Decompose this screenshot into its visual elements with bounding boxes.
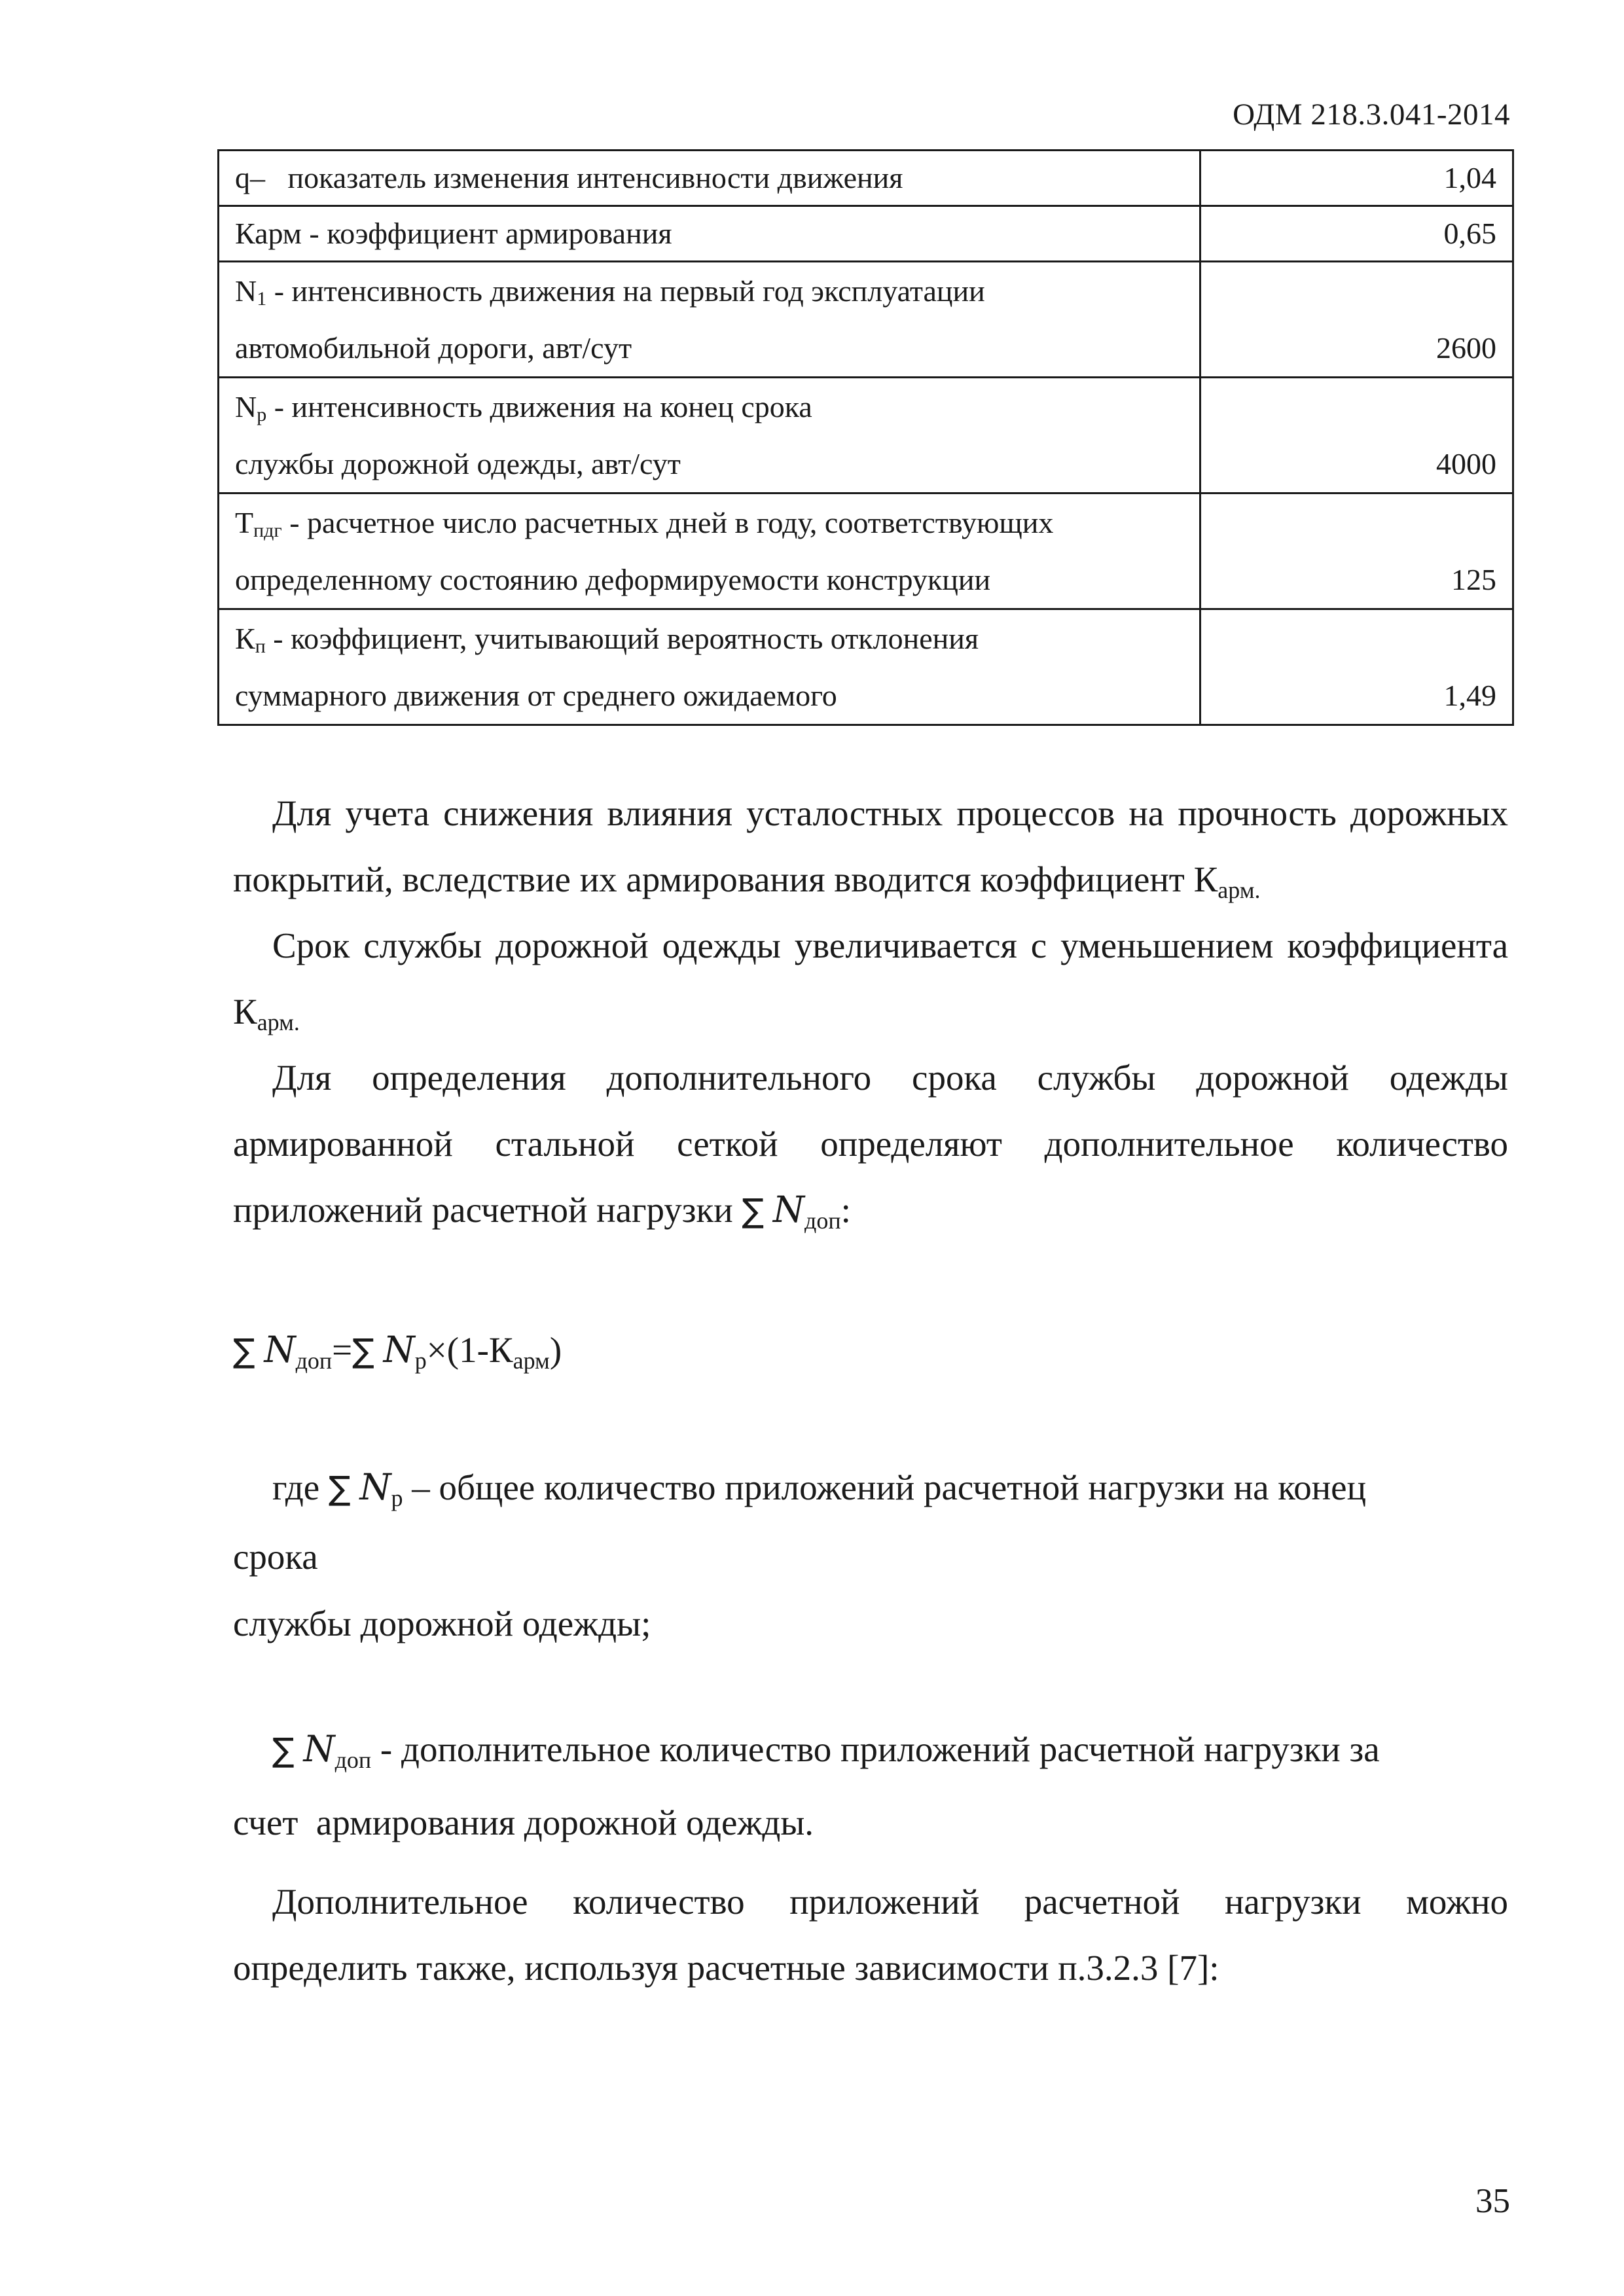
table-cell-value: 1,04 xyxy=(1200,151,1513,206)
paragraph-final: Дополнительное количество приложений расчетной нагрузки можно определить также, используя расчетные зависимости п.3.2.3 [7]: xyxy=(233,1882,1508,1988)
table-row xyxy=(219,206,1513,262)
table-cell-description: $К_п$ - коэффициент, учитывающий вероятность отклонения суммарного движения от среднего ожидаемого xyxy=(219,609,1200,725)
table-cell-value: 1,49 xyxy=(1200,609,1513,725)
table-cell-description: $Т_{пдг}$ - расчетное число расчетных дней в году, соответствующих определенному состоянию деформируемости конструкции xyxy=(219,493,1200,609)
paragraph-service-life: Срок службы дорожной одежды увеличивается с уменьшением коэффициента $К_{арм.}$ xyxy=(233,925,1508,1035)
table-row xyxy=(219,151,1513,206)
table-cell-description: q– показатель изменения интенсивности движения xyxy=(219,151,1200,206)
definition-ndop: ∑ $N_{доп}$ - дополнительное количество приложений расчетной нагрузки за xyxy=(272,1728,1380,1773)
paragraph-additional-loads: Для определения дополнительного срока службы дорожной одежды армированной стальной сеткой определяют дополнительное количество приложений расчетной нагрузки ∑ $N_{доп}$: xyxy=(233,1058,1508,1234)
document-code-header: ОДМ 218.3.041-2014 xyxy=(1233,98,1510,132)
where-definition-line2: срока xyxy=(233,1537,318,1577)
table-cell-value: 0,65 xyxy=(1200,206,1513,262)
definition-ndop-line2: счет армирования дорожной одежды. xyxy=(233,1803,814,1842)
table-row xyxy=(219,493,1513,609)
table-cell-description: Карм - коэффициент армирования xyxy=(219,206,1200,262)
table-cell-value: 2600 xyxy=(1200,262,1513,378)
table-row xyxy=(219,378,1513,493)
table-cell-description: $N_1$ - интенсивность движения на первый год эксплуатации автомобильной дороги, авт/сут xyxy=(219,262,1200,378)
table-row xyxy=(219,609,1513,725)
table-cell-value: 125 xyxy=(1200,493,1513,609)
paragraph-reinforcement-coefficient: Для учета снижения влияния усталостных процессов на прочность дорожных покрытий, вследствие их армирования вводится коэффициент $К_{арм.}$ xyxy=(233,793,1508,903)
parameters-table xyxy=(217,149,1514,726)
formula-additional-loads: ∑ $N_{доп}=\sum$ $N_р\times(1-К_{арм})$ xyxy=(233,1329,562,1374)
page-number: 35 xyxy=(1475,2182,1510,2220)
table-cell-value: 4000 xyxy=(1200,378,1513,493)
where-definition-np: где ∑ $N_р$ – общее количество приложений расчетной нагрузки на конец xyxy=(272,1466,1367,1511)
table-row xyxy=(219,262,1513,378)
where-definition-line3: службы дорожной одежды; xyxy=(233,1604,651,1643)
table-cell-description: $N_p$ - интенсивность движения на конец срока службы дорожной одежды, авт/сут xyxy=(219,378,1200,493)
